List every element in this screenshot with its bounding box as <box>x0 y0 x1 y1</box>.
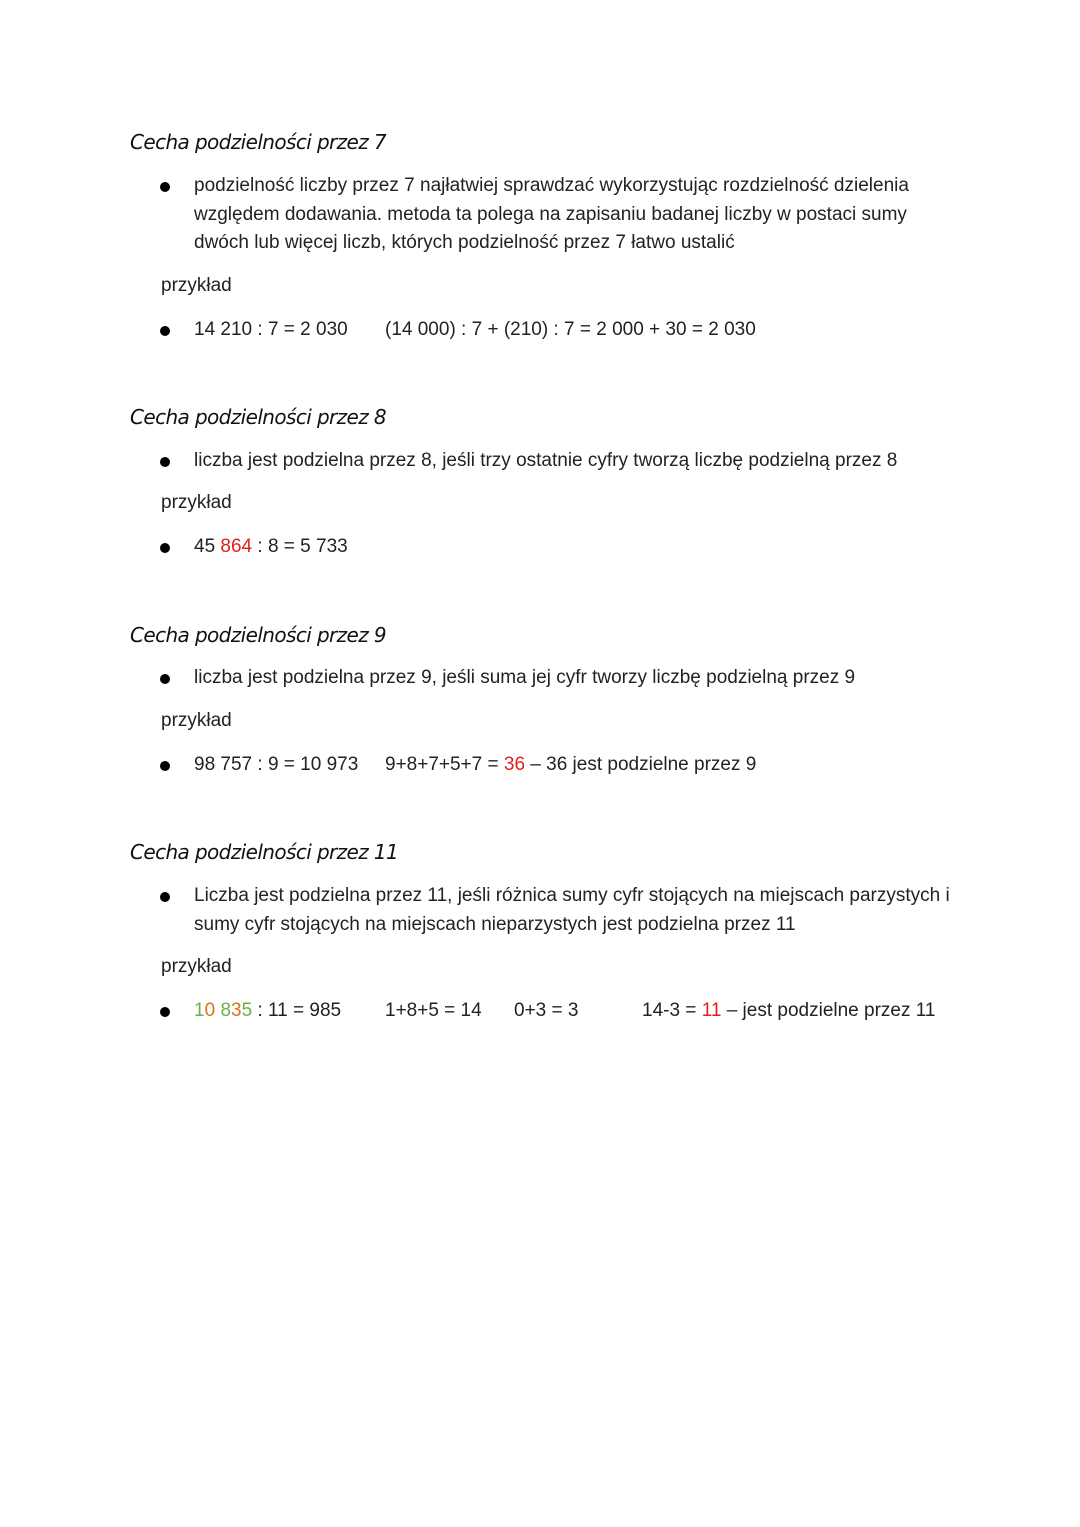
section-8-example <box>194 536 348 558</box>
section-8-example-suffix: : 8 = 5 733 <box>252 536 348 557</box>
bullet-dot <box>160 674 170 684</box>
section-11-heading: Cecha podzielności przez 11 <box>130 840 399 864</box>
section-8-example-prefix: 45 <box>194 536 221 557</box>
section-11-diff-suffix: – jest podzielne przez 11 <box>721 1000 936 1021</box>
section-8-rule: liczba jest podzielna przez 8, jeśli trzy ostatnie cyfry tworzą liczbę podzielną przez 8 <box>194 450 898 471</box>
digit-even: 3 <box>231 1000 242 1021</box>
section-7-example-label: przykład <box>161 275 232 296</box>
bullet-dot <box>160 892 170 902</box>
bullet-dot <box>160 543 170 553</box>
section-11-rule: Liczba jest podzielna przez 11, jeśli różnica sumy cyfr stojących na miejscach parzystych i sumy cyfr stojących na miejscach nieparzystych jest podzielna przez 11 <box>194 885 950 935</box>
bullet-dot <box>160 1007 170 1017</box>
bullet-dot <box>160 326 170 336</box>
section-9-example-calc: 98 757 : 9 = 10 973 <box>194 754 359 775</box>
section-9-sum-suffix: – 36 jest podzielne przez 9 <box>525 754 757 775</box>
bullet-dot <box>160 761 170 771</box>
section-7-rule: podzielność liczby przez 7 najłatwiej sprawdzać wykorzystując rozdzielność dzielenia względem dodawania. metoda ta polega na zapisaniu badanej liczby w postaci sumy dwóch lub więcej liczb, których podzielność przez 7 łatwo ustalić <box>194 175 909 253</box>
section-8-example-highlight: 864 <box>220 536 253 557</box>
bullet-dot <box>160 182 170 192</box>
section-8-heading: Cecha podzielności przez 8 <box>130 405 387 429</box>
section-11-example-calc <box>194 1000 341 1022</box>
section-9-sum-value: 36 <box>503 754 526 775</box>
section-8-example-label: przykład <box>161 492 232 513</box>
section-11-example-label: przykład <box>161 956 232 977</box>
section-11-diff-prefix: 14-3 = <box>642 1000 702 1021</box>
section-7-example-calc: 14 210 : 7 = 2 030 <box>194 319 348 340</box>
section-11-odd-sum: 1+8+5 = 14 <box>385 1000 482 1021</box>
section-11-calc-suffix: : 11 = 985 <box>252 1000 342 1021</box>
section-11-diff-value: 11 <box>701 1000 722 1021</box>
section-9-rule: liczba jest podzielna przez 9, jeśli suma jej cyfr tworzy liczbę podzielną przez 9 <box>194 667 856 688</box>
digit-odd: 5 <box>241 1000 253 1021</box>
section-7-example-explain: (14 000) : 7 + (210) : 7 = 2 000 + 30 = 2 030 <box>385 319 756 340</box>
bullet-dot <box>160 457 170 467</box>
digit-odd: 1 <box>194 1000 205 1021</box>
digit-even: 0 <box>204 1000 216 1021</box>
section-9-heading: Cecha podzielności przez 9 <box>130 623 387 647</box>
section-9-example-sum <box>385 754 756 776</box>
section-11-even-sum: 0+3 = 3 <box>514 1000 579 1021</box>
section-11-diff <box>642 1000 935 1022</box>
digit-odd: 8 <box>220 1000 232 1021</box>
section-9-example-label: przykład <box>161 710 232 731</box>
section-9-sum-prefix: 9+8+7+5+7 = <box>385 754 504 775</box>
section-7-heading: Cecha podzielności przez 7 <box>130 130 387 154</box>
